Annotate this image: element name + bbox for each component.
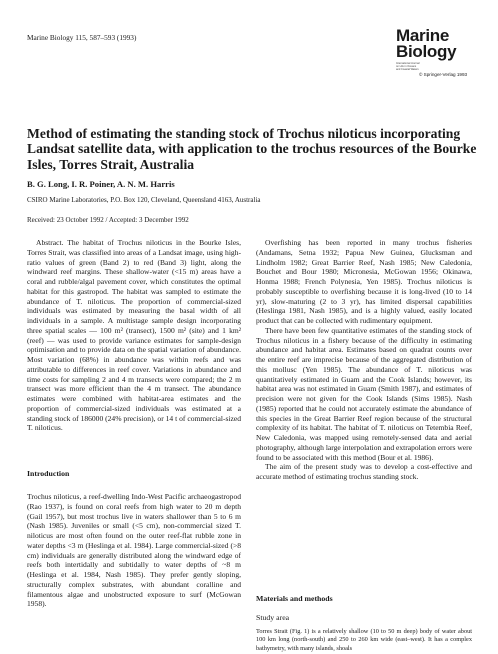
study-area-body bbox=[256, 628, 472, 653]
study-area-heading: Study area bbox=[256, 613, 290, 622]
author-list: B. G. Long, I. R. Poiner, A. N. M. Harris bbox=[27, 179, 175, 189]
paragraph-estimates: There have been few quantitative estimates of the standing stock of Trochus niloticus in a fishery because of the difficulty in estimating abundance and habitat area. Estimates based on quadrat counts over the entire reef are imprecise because of the aggregated distribution of this mollusc (Yen 1985). The abundance of T. niloticus was quantitatively estimated in Guam and the Cook Islands; however, its habitat area was not estimated in Guam (Smith 1987), and estimates of precision were not given for the Cook Islands (Sims 1985). Nash (1985) reported that he could not accurately estimate the abundance of this species in the Great Barrier Reef region because of the structural complexity of its habitat. The habitat of T. niloticus on Tetembia Reef, New Caledonia, was mapped using remotely-sensed data and aerial photography, although large interpolation and extrapolation errors were found to be associated with this method (Bour et al. 1986). bbox=[256, 325, 472, 462]
methods-heading: Materials and methods bbox=[256, 594, 333, 603]
logo-line-1: Marine bbox=[396, 26, 449, 45]
paragraph-overfishing: Overfishing has been reported in many trochus fisheries (Andamans, Setna 1932; Papua New Guinea, Glucksman and Lindholm 1982; Great Barrier Reef, Nash 1985; New Caledonia, Bouchet and Bour 1980; Micronesia, McGowan 1956; Okinawa, Honma 1988; French Polynesia, Yen 1985). Trochus niloticus is probably susceptible to overfishing because it is long-lived (10 to 14 yr), slow-maturing (2 to 3 yr), has limited dispersal capabilities (Heslinga 1981, Nash 1985), and is a highly valued, easily located product that can be collected with rudimentary equipment. bbox=[256, 238, 472, 325]
paragraph-aim: The aim of the present study was to develop a cost-effective and accurate method of estimating trochus standing stock. bbox=[256, 462, 472, 481]
logo-line-2: Biology bbox=[396, 42, 457, 61]
journal-citation: Marine Biology 115, 587–593 (1993) bbox=[27, 33, 137, 42]
journal-logo bbox=[396, 26, 474, 77]
affiliation: CSIRO Marine Laboratories, P.O. Box 120, Cleveland, Queensland 4163, Australia bbox=[27, 196, 261, 204]
left-column bbox=[27, 238, 241, 433]
abstract-text: Abstract. The habitat of Trochus niloticus in the Bourke Isles, Torres Strait, was classified into areas of a Landsat image, using high-ratio values of green (Band 2) to red (Band 3) light, along the windward reef margins. These shallow-water (<15 m) areas have a coral and rubble/algal pavement cover, which constitutes the optimal habitat for this gastropod. The habitat was sampled to estimate the abundance of T. niloticus. The proportion of commercial-sized individuals was estimated by measuring the basal width of all individuals in a sample. A multistage sample design incorporating three spatial scales — 100 m² (transect), 1500 m² (site) and 1 km² (reef) — was used to provide variance estimates for sample-design optimisation and to provide data on the spatial variation of abundance. Most variation (68%) in abundance was within reefs and was attributable to differences in reef cover. Variations in abundance and time costs for sampling 2 and 4 m transects were compared; the 2 m transect was more efficient than the 4 m transect. The abundance estimates were combined with habitat-area estimates and the proportion of commercial-sized individuals was estimated at a standing stock of 186000 (24% precision), or 14 t of commercial-sized T. niloticus. bbox=[27, 238, 241, 433]
introduction-heading: Introduction bbox=[27, 469, 70, 478]
logo-tagline: International Journal on Life in Oceans and Coastal Waters bbox=[396, 62, 420, 71]
received-dates: Received: 23 October 1992 / Accepted: 3 December 1992 bbox=[27, 216, 189, 224]
introduction-text: Trochus niloticus, a reef-dwelling Indo-West Pacific archaeogastropod (Rao 1937), is found on coral reefs from high water to 20 m depth (Gail 1957), but most trochus live in waters shallower than 5 to 6 m (Nash 1985). Juveniles or small (<5 cm), non-commercial sized T. niloticus are most often found on the outer reef-flat rubble zone in water depths <3 m (Heslinga et al. 1984). Large commercial-sized (>8 cm) individuals are generally distributed along the windward edge of reefs both intertidally and subtidally to water depths of ~8 m (Heslinga et al. 1984, Nash 1985). They prefer gently sloping, structurally complex substrates, with abundant coralline and filamentous algae and unobstructed exposure to surf (McGowan 1958). bbox=[27, 492, 241, 609]
copyright-notice: © Springer-Verlag 1993 bbox=[419, 72, 468, 77]
article-title: Method of estimating the standing stock of Trochus niloticus incorporating Landsat satellite data, with application to the trochus resources of the Bourke Isles, Torres Strait, Australia bbox=[27, 126, 477, 172]
study-area-text: Torres Strait (Fig. 1) is a relatively shallow (10 to 50 m deep) body of water about 100 km long (north-south) and 250 to 260 km wide (east–west). It has a complex bathymetry, with many islands, shoals bbox=[256, 628, 472, 652]
right-column bbox=[256, 238, 472, 482]
introduction-body bbox=[27, 492, 241, 609]
